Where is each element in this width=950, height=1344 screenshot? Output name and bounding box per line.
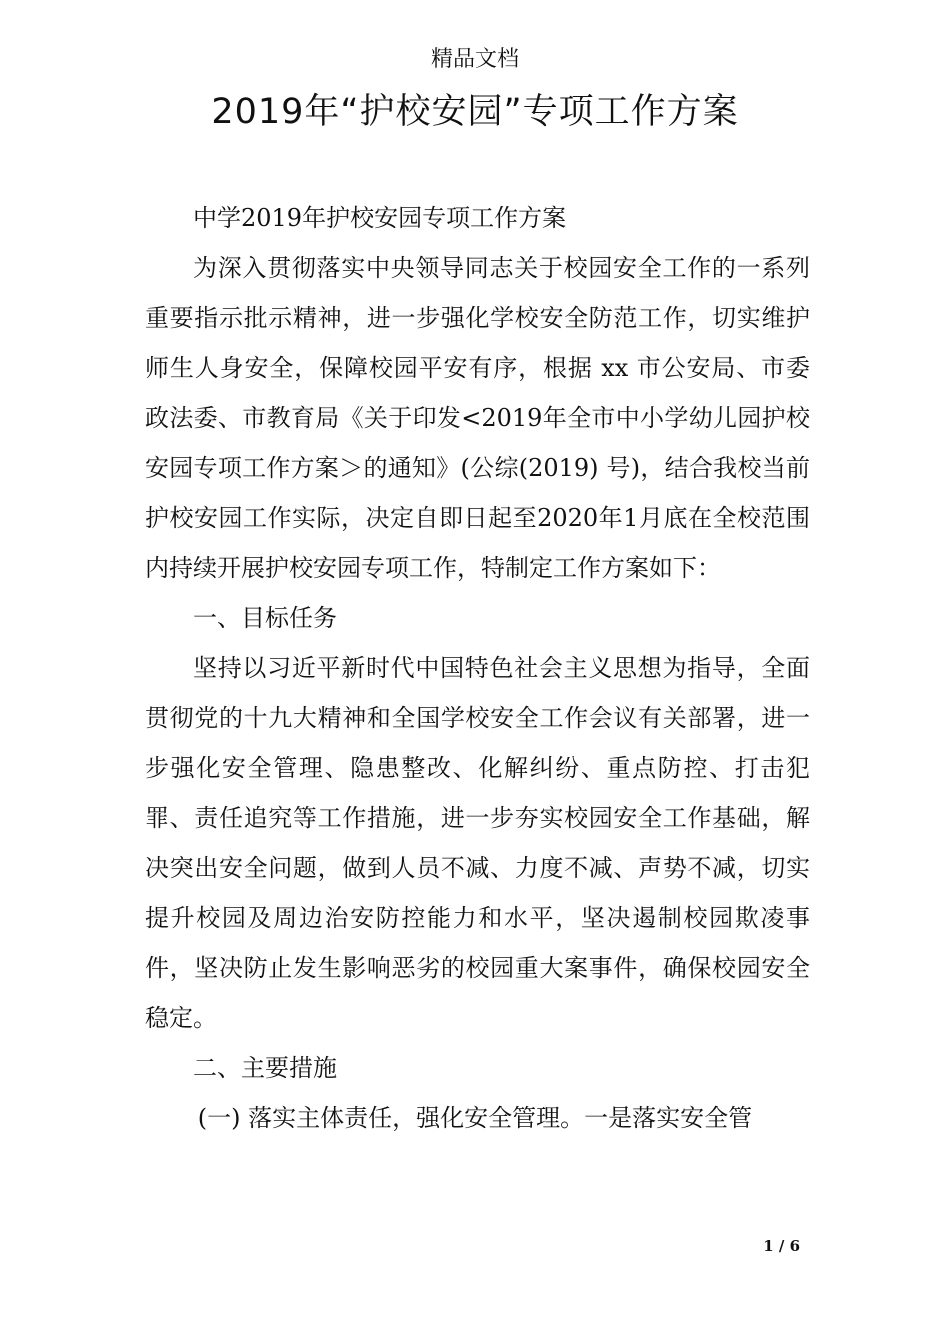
section-heading-measures: 二、主要措施 [193,1054,337,1082]
document-title: 2019年“护校安园”专项工作方案 [211,92,739,132]
goals-paragraph: 坚持以习近平新时代中国特色社会主义思想为指导，全面贯彻党的十九大精神和全国学校安全工作会议有关部署，进一步强化安全管理、隐患整改、化解纠纷、重点防控、打击犯罪、责任追究等工作措施，进一步夯实校园安全工作基础，解决突出安全问题，做到人员不减、力度不减、声势不减，切实提升校园及周边治安防控能力和水平，坚决遏制校园欺凌事件，坚决防止发生影响恶劣的校园重大案事件，确保校园安全稳定。 [145,654,810,1032]
document-header-mark: 精品文档 [430,47,519,72]
page-number: 1 / 6 [763,1237,800,1255]
document-body [145,193,810,1143]
section-heading-goals: 一、目标任务 [193,604,337,632]
intro-paragraph: 为深入贯彻落实中央领导同志关于校园安全工作的一系列重要指示批示精神，进一步强化学校安全防范工作，切实维护师生人身安全，保障校园平安有序，根据 xx 市公安局、市委政法委、市教育局《关于印发<2019年全市中小学幼儿园护校安园专项工作方案＞的通知》(公综(2019) 号)，结合我校当前护校安园工作实际，决定自即日起至2020年1月底在全校范围内持续开展护校安园专项工作，特制定工作方案如下： [145,254,810,582]
subtitle-paragraph: 中学2019年护校安园专项工作方案 [193,204,567,232]
measures-paragraph-1: (一) 落实主体责任，强化安全管理。一是落实安全管 [197,1104,753,1132]
